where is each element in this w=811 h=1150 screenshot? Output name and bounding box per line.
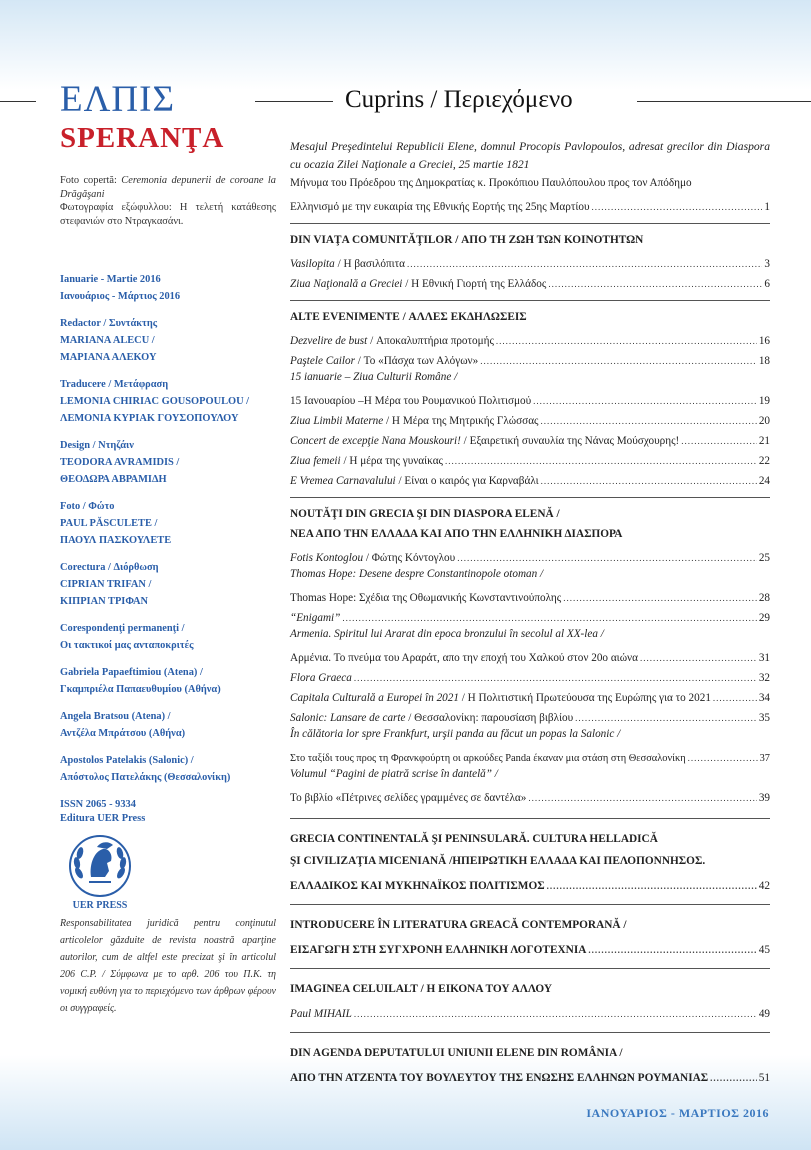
toc-entry-title: 15 ianuarie – Ziua Culturii Române /: [290, 371, 458, 383]
toc-entry[interactable]: Thomas Hope: Σχέδια της Οθωμανικής Κωνσταντινούπολης ..... 28: [290, 584, 770, 604]
section-heading: INTRODUCERE ÎN LITERATURA GREACĂ CONTEMPORANĂ /: [290, 919, 627, 931]
legal-disclaimer: Responsabilitatea juridică pentru conţinutul articolelor găzduite de revista noastră aparţine autorilor, cum de altfel este precizat şi în articolul 206 C.P. / Σύμφωνα με το αρθ. 206 του Π.Κ. τη νομική ευθύνη για το περιεχόμενο των άρθρων φέρουν οι συγγραφείς.: [60, 918, 276, 1014]
toc-intro-ro: Mesajul Preşedintelui Republicii Elene, domnul Procopis Pavlopoulos, adresat grecilor din Diaspora cu ocazia Zilei Naţionale a Greciei, 25 martie 1821: [290, 140, 770, 171]
brand-greek: ΕΛΠΙΣ: [60, 79, 176, 120]
header-rule-middle: [255, 101, 333, 102]
table-of-contents: [290, 138, 770, 1084]
page-footer: ΙΑΝΟΥΑΡΙΟΣ - ΜΑΡΤΙΟΣ 2016: [586, 1106, 769, 1120]
cover-caption: Foto copertă: Ceremonia depunerii de coroane la Drăgăşani Φωτογραφία εξώφυλλου: Η τελετή κατάθεσης στεφανιών στο Ντραγκασάνι.: [60, 175, 276, 227]
toc-section: [290, 1032, 770, 1084]
credit-editor: Redactor / Συντάκτης MARIANA ALECU / ΜΑΡΙΑΝΑ ΑΛΕΚΟΥ: [60, 318, 158, 363]
toc-entry[interactable]: Αρμένια. Το πνεύμα του Αραράτ, απο την εποχή του Χαλκού στον 20ο αιώνα ..... 31: [290, 644, 770, 664]
toc-entry-title: Thomas Hope: Desene despre Constantinopole otoman /: [290, 568, 544, 580]
section-heading: GRECIA CONTINENTALĂ ŞI PENINSULARĂ. CULTURA HELLADICĂ: [290, 833, 658, 845]
toc-entry[interactable]: Concert de excepţie Nana Mouskouri! / Εξαιρετική συναυλία της Νάνας Μούσχουρης! ..... 21: [290, 427, 770, 447]
toc-entry[interactable]: Ελληνισμό με την ευκαιρία της Εθνικής Εορτής της 25ης Μαρτίου ..... 1: [290, 193, 770, 213]
issn: ISSN 2065 - 9334: [60, 799, 136, 810]
toc-entry[interactable]: 15 Ιανουαρίου –Η Μέρα του Ρουμανικού Πολιτισμού ..... 19: [290, 387, 770, 407]
toc-entry[interactable]: Paul MIHAIL ..... 49: [290, 1000, 770, 1020]
credit-proofreading: Corectura / Διόρθωση CIPRIAN TRIFAN / ΚΙΠΡΙΑΝ ΤΡΙΦΑΝ: [60, 562, 159, 607]
section-heading: DIN AGENDA DEPUTATULUI UNIUNII ELENE DIN ROMÂNIA /: [290, 1047, 623, 1059]
top-gradient: [0, 0, 811, 90]
masthead: [60, 174, 276, 1017]
publisher: Editura UER Press: [60, 813, 146, 824]
toc-entry[interactable]: ΕΙΣΑΓΩΓΗ ΣΤΗ ΣΥΓΧΡΟΝΗ ΕΛΛΗΝΙΚΗ ΛΟΓΟΤΕΧΝΙΑ ..... 45: [290, 936, 770, 956]
toc-entry[interactable]: Fotis Kontoglou / Φώτης Κόντογλου ..... 25: [290, 544, 770, 564]
toc-entry[interactable]: Paştele Cailor / Το «Πάσχα των Αλόγων» ..... 18: [290, 347, 770, 367]
section-heading: IMAGINEA CELUILALT / Η ΕΙΚΟΝΑ ΤΟΥ ΑΛΛΟΥ: [290, 983, 553, 995]
toc-entry[interactable]: ΕΛΛΑΔΙΚΟΣ ΚΑΙ ΜΥΚΗΝΑΪΚΟΣ ΠΟΛΙΤΙΣΜΟΣ ..... 42: [290, 872, 770, 892]
toc-entry[interactable]: Salonic: Lansare de carte / Θεσσαλονίκη: παρουσίαση βιβλίου ..... 35: [290, 704, 770, 724]
toc-entry[interactable]: Dezvelire de bust / Αποκαλυπτήρια προτομής ..... 16: [290, 327, 770, 347]
correspondent-2: Angela Bratsou (Atena) / Αντζέλα Μπράτσου (Αθήνα): [60, 711, 186, 739]
toc-entry[interactable]: ΑΠΟ ΤΗΝ ΑΤΖΕΝΤΑ ΤΟΥ ΒΟΥΛΕΥΤΟΥ ΤΗΣ ΕΝΩΣΗΣ ΕΛΛΗΝΩΝ ΡΟΥΜΑΝΙΑΣ ..... 51: [290, 1064, 770, 1084]
toc-section: [290, 300, 770, 487]
issue-date: Ianuarie - Martie 2016 Ιανουάριος - Μάρτιος 2016: [60, 274, 181, 302]
toc-entry[interactable]: Το βιβλίο «Πέτρινες σελίδες γραμμένες σε δαντέλα» ..... 39: [290, 784, 770, 804]
toc-entry[interactable]: Flora Graeca ..... 32: [290, 664, 770, 684]
section-heading: ΝΕΑ ΑΠΟ ΤΗΝ ΕΛΛΑΔΑ ΚΑΙ ΑΠΟ ΤΗΝ ΕΛΛΗΝΙΚΗ ΔΙΑΣΠΟΡΑ: [290, 528, 623, 540]
brand-romanian: SPERANŢA: [60, 122, 225, 154]
toc-entry[interactable]: Vasilopita / Η βασιλόπιτα ..... 3: [290, 250, 770, 270]
header-rule-right: [637, 101, 811, 102]
toc-section: [290, 818, 770, 892]
toc-entry[interactable]: Ziua femeii / Η μέρα της γυναίκας ..... 22: [290, 447, 770, 467]
publication-info: [60, 796, 276, 825]
toc-entry[interactable]: Ziua Naţională a Greciei / Η Εθνική Γιορτή της Ελλάδος ..... 6: [290, 270, 770, 290]
section-heading: ŞI CIVILIZAŢIA MICENIANĂ /ΗΠΕΙΡΩΤΙΚΗ ΕΛΛΑΔΑ ΚΑΙ ΠΕΛΟΠΟΝΝΗΣΟΣ.: [290, 855, 706, 867]
page-title: Cuprins / Περιεχόμενο: [345, 86, 573, 113]
credit-correspondents: Corespondenţi permanenţi / Οι τακτικοί μας ανταποκριτές: [60, 623, 194, 651]
toc-entry-title: Volumul “Pagini de piatră scrise în dantelă” /: [290, 768, 498, 780]
section-heading: ALTE EVENIMENTE / ΑΛΛΕΣ ΕΚΔΗΛΩΣΕΙΣ: [290, 311, 527, 323]
toc-section: [290, 223, 770, 290]
section-heading: DIN VIAŢA COMUNITĂŢILOR / ΑΠΟ ΤΗ ΖΩΗ ΤΩΝ ΚΟΙΝΟΤΗΤΩΝ: [290, 234, 644, 246]
correspondent-3: Apostolos Patelakis (Salonic) / Απόστολος Πατελάκης (Θεσσαλονίκη): [60, 755, 231, 783]
uer-press-logo: [60, 833, 140, 911]
credit-photo: Foto / Φώτο PAUL PĂSCULETE / ΠΑΟΥΛ ΠΑΣΚΟΥΛΕΤΕ: [60, 501, 172, 546]
toc-entry[interactable]: Ziua Limbii Materne / Η Μέρα της Μητρικής Γλώσσας ..... 20: [290, 407, 770, 427]
laurel-helmet-icon: [67, 833, 133, 899]
logo-label: UER PRESS: [72, 900, 128, 911]
toc-section: [290, 968, 770, 1020]
correspondent-1: Gabriela Papaeftimiou (Atena) / Γκαμπριέλα Παπαευθυμίου (Αθήνα): [60, 667, 221, 695]
credit-translation: Traducere / Μετάφραση LEMONIA CHIRIAC GOUSOPOULOU / ΛΕΜΟΝΙΑ ΚΥΡΙΑΚ ΓΟΥΣΟΠΟΥΛΟΥ: [60, 379, 250, 424]
credit-design: Design / Ντηζάιν TEODORA AVRAMIDIS / ΘΕΟΔΩΡΑ ΑΒΡΑΜΙΔΗ: [60, 440, 180, 485]
toc-entry[interactable]: Στο ταξίδι τους προς τη Φρανκφούρτη οι αρκούδες Panda έκαναν μια στάση στη Θεσσαλονίκη ..... 37: [290, 744, 770, 764]
header-rule-left: [0, 101, 36, 102]
toc-section: [290, 904, 770, 956]
section-heading: NOUTĂŢI DIN GRECIA ŞI DIN DIASPORA ELENĂ /: [290, 508, 560, 520]
toc-entry[interactable]: Capitala Culturală a Europei în 2021 / Η Πολιτιστική Πρωτεύουσα της Ευρώπης για το 2021 ..... 34: [290, 684, 770, 704]
toc-entry-title: În călătoria lor spre Frankfurt, urşii panda au făcut un popas la Salonic /: [290, 728, 621, 740]
toc-entry-title: Armenia. Spiritul lui Ararat din epoca bronzului în secolul al XX-lea /: [290, 628, 604, 640]
toc-entry[interactable]: E Vremea Carnavalului / Είναι ο καιρός για Καρναβάλι ..... 24: [290, 467, 770, 487]
toc-intro-gr: Μήνυμα του Πρόεδρου της Δημοκρατίας κ. Προκόπιου Παυλόπουλου προς τον Απόδημο: [290, 177, 692, 189]
toc-section: [290, 497, 770, 804]
toc-entry[interactable]: “Enigami” ..... 29: [290, 604, 770, 624]
